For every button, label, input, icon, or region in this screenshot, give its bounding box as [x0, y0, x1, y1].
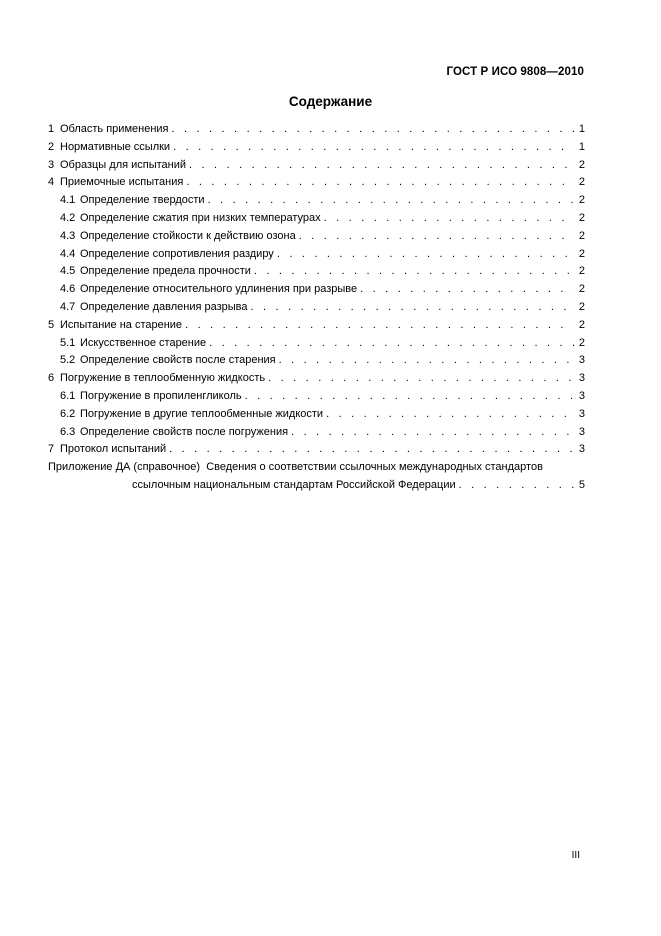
toc-entry-page: 1	[578, 140, 585, 153]
toc-entry[interactable]	[48, 263, 585, 281]
toc-dot-leader	[209, 335, 574, 353]
toc-dot-leader	[324, 210, 574, 228]
table-of-contents	[48, 121, 585, 495]
toc-entry-title: Образцы для испытаний	[60, 158, 187, 171]
toc-entry-page: 2	[578, 176, 585, 189]
toc-entry-number: 5	[48, 318, 55, 331]
toc-dot-leader	[360, 281, 574, 299]
toc-entry[interactable]	[48, 174, 585, 192]
toc-entry-page: 3	[578, 407, 585, 420]
toc-dot-leader	[459, 477, 574, 495]
toc-dot-leader	[169, 441, 574, 459]
toc-entry-title: Нормативные ссылки	[60, 140, 171, 153]
toc-dot-leader	[299, 228, 574, 246]
toc-entry[interactable]	[48, 317, 585, 335]
toc-dot-leader	[186, 174, 574, 192]
toc-entry[interactable]	[48, 406, 585, 424]
toc-entry-title: Погружение в другие теплообменные жидкости	[80, 407, 324, 420]
toc-entry[interactable]	[48, 121, 585, 139]
toc-entry-number: 4	[48, 176, 55, 189]
toc-title: Содержание	[288, 94, 373, 109]
toc-entry[interactable]	[48, 441, 585, 459]
toc-entry-page: 2	[578, 318, 585, 331]
toc-entry-number: 7	[48, 443, 55, 456]
toc-entry-page: 3	[578, 443, 585, 456]
toc-entry-title: Определение относительного удлинения при разрыве	[80, 283, 358, 296]
toc-entry[interactable]	[48, 370, 585, 388]
toc-entry-number: 6.3	[60, 425, 76, 438]
toc-entry-title: Определение стойкости к действию озона	[80, 229, 296, 242]
toc-entry-number: 6	[48, 372, 55, 385]
toc-entry-title: Определение давления разрыва	[80, 300, 248, 313]
toc-dot-leader	[172, 121, 575, 139]
toc-dot-leader	[254, 263, 574, 281]
toc-entry-number: 1	[48, 123, 55, 135]
toc-entry-number: 5.2	[60, 354, 76, 367]
toc-entry-page: 2	[578, 247, 585, 260]
toc-entry-page: 2	[578, 283, 585, 296]
toc-entry-title: Искусственное старение	[80, 336, 207, 349]
toc-entry[interactable]	[48, 192, 585, 210]
toc-entry-number: 6.1	[60, 389, 76, 402]
toc-entry[interactable]	[48, 228, 585, 246]
toc-entry-title: Определение свойств после старения	[80, 354, 276, 367]
appendix-title-part-1: Сведения о соответствии ссылочных международных стандартов	[206, 461, 543, 474]
toc-dot-leader	[245, 388, 574, 406]
toc-dot-leader	[279, 352, 574, 370]
toc-entry-title: Определение твердости	[80, 194, 205, 207]
toc-entry-page: 2	[578, 300, 585, 313]
toc-entry-page: 2	[578, 229, 585, 242]
toc-entry-title: Область применения	[60, 123, 169, 135]
toc-entry[interactable]	[48, 157, 585, 175]
toc-entry-number: 6.2	[60, 407, 76, 420]
toc-entry-page: 2	[578, 336, 585, 349]
toc-entry-number: 4.7	[60, 300, 76, 313]
toc-entry-title: Определение предела прочности	[80, 265, 251, 278]
toc-entry-title: Протокол испытаний	[60, 443, 167, 456]
toc-entry-title: Определение свойств после погружения	[80, 425, 289, 438]
toc-entry[interactable]	[48, 388, 585, 406]
toc-entry[interactable]	[48, 299, 585, 317]
toc-dot-leader	[185, 317, 574, 335]
toc-entry-title: Определение сжатия при низких температурах	[80, 211, 321, 224]
toc-entry-number: 4.2	[60, 211, 76, 224]
toc-entry[interactable]	[48, 210, 585, 228]
toc-entry-number: 2	[48, 140, 55, 153]
toc-dot-leader	[277, 246, 574, 264]
toc-dot-leader	[251, 299, 574, 317]
toc-entry-page: 2	[578, 211, 585, 224]
toc-entry-number: 4.5	[60, 265, 76, 278]
toc-entry-title: Погружение в пропиленгликоль	[80, 389, 242, 402]
toc-entry-title: Испытание на старение	[60, 318, 183, 331]
appendix-line-2	[48, 477, 585, 495]
toc-dot-leader	[208, 192, 574, 210]
toc-entry-page: 3	[578, 354, 585, 367]
toc-entry-title: Приемочные испытания	[60, 176, 184, 189]
toc-entry-page: 3	[578, 425, 585, 438]
toc-entry[interactable]	[48, 352, 585, 370]
toc-appendix-entry[interactable]	[48, 459, 585, 495]
toc-dot-leader	[189, 157, 574, 175]
appendix-title-part-2: ссылочным национальным стандартам Российской Федерации	[132, 478, 456, 491]
toc-entry-number: 4.6	[60, 283, 76, 296]
appendix-label: Приложение ДА (справочное)	[48, 461, 201, 474]
toc-entry-page: 2	[578, 194, 585, 207]
toc-entry[interactable]	[48, 424, 585, 442]
page-number: III	[571, 850, 580, 861]
toc-entry-page: 2	[578, 265, 585, 278]
toc-entry-number: 4.3	[60, 229, 76, 242]
toc-dot-leader	[173, 139, 574, 157]
toc-entry-number: 4.4	[60, 247, 76, 260]
toc-entry[interactable]	[48, 281, 585, 299]
toc-entry-number: 5.1	[60, 336, 76, 349]
toc-dot-leader	[291, 424, 574, 442]
toc-entry-title: Погружение в теплообменную жидкость	[60, 372, 266, 385]
appendix-page: 5	[578, 478, 585, 491]
toc-entry[interactable]	[48, 139, 585, 157]
toc-entry-page: 3	[578, 389, 585, 402]
toc-entry-page: 1	[578, 123, 585, 135]
toc-entry-number: 4.1	[60, 194, 76, 207]
toc-entry-page: 2	[578, 158, 585, 171]
toc-entry-number: 3	[48, 158, 55, 171]
toc-entry-title: Определение сопротивления раздиру	[80, 247, 274, 260]
document-code: ГОСТ Р ИСО 9808—2010	[446, 66, 584, 78]
toc-dot-leader	[326, 406, 574, 424]
toc-entry-page: 3	[578, 372, 585, 385]
toc-entry[interactable]	[48, 335, 585, 353]
appendix-line-1	[48, 459, 585, 477]
toc-dot-leader	[268, 370, 574, 388]
toc-entry[interactable]	[48, 246, 585, 264]
